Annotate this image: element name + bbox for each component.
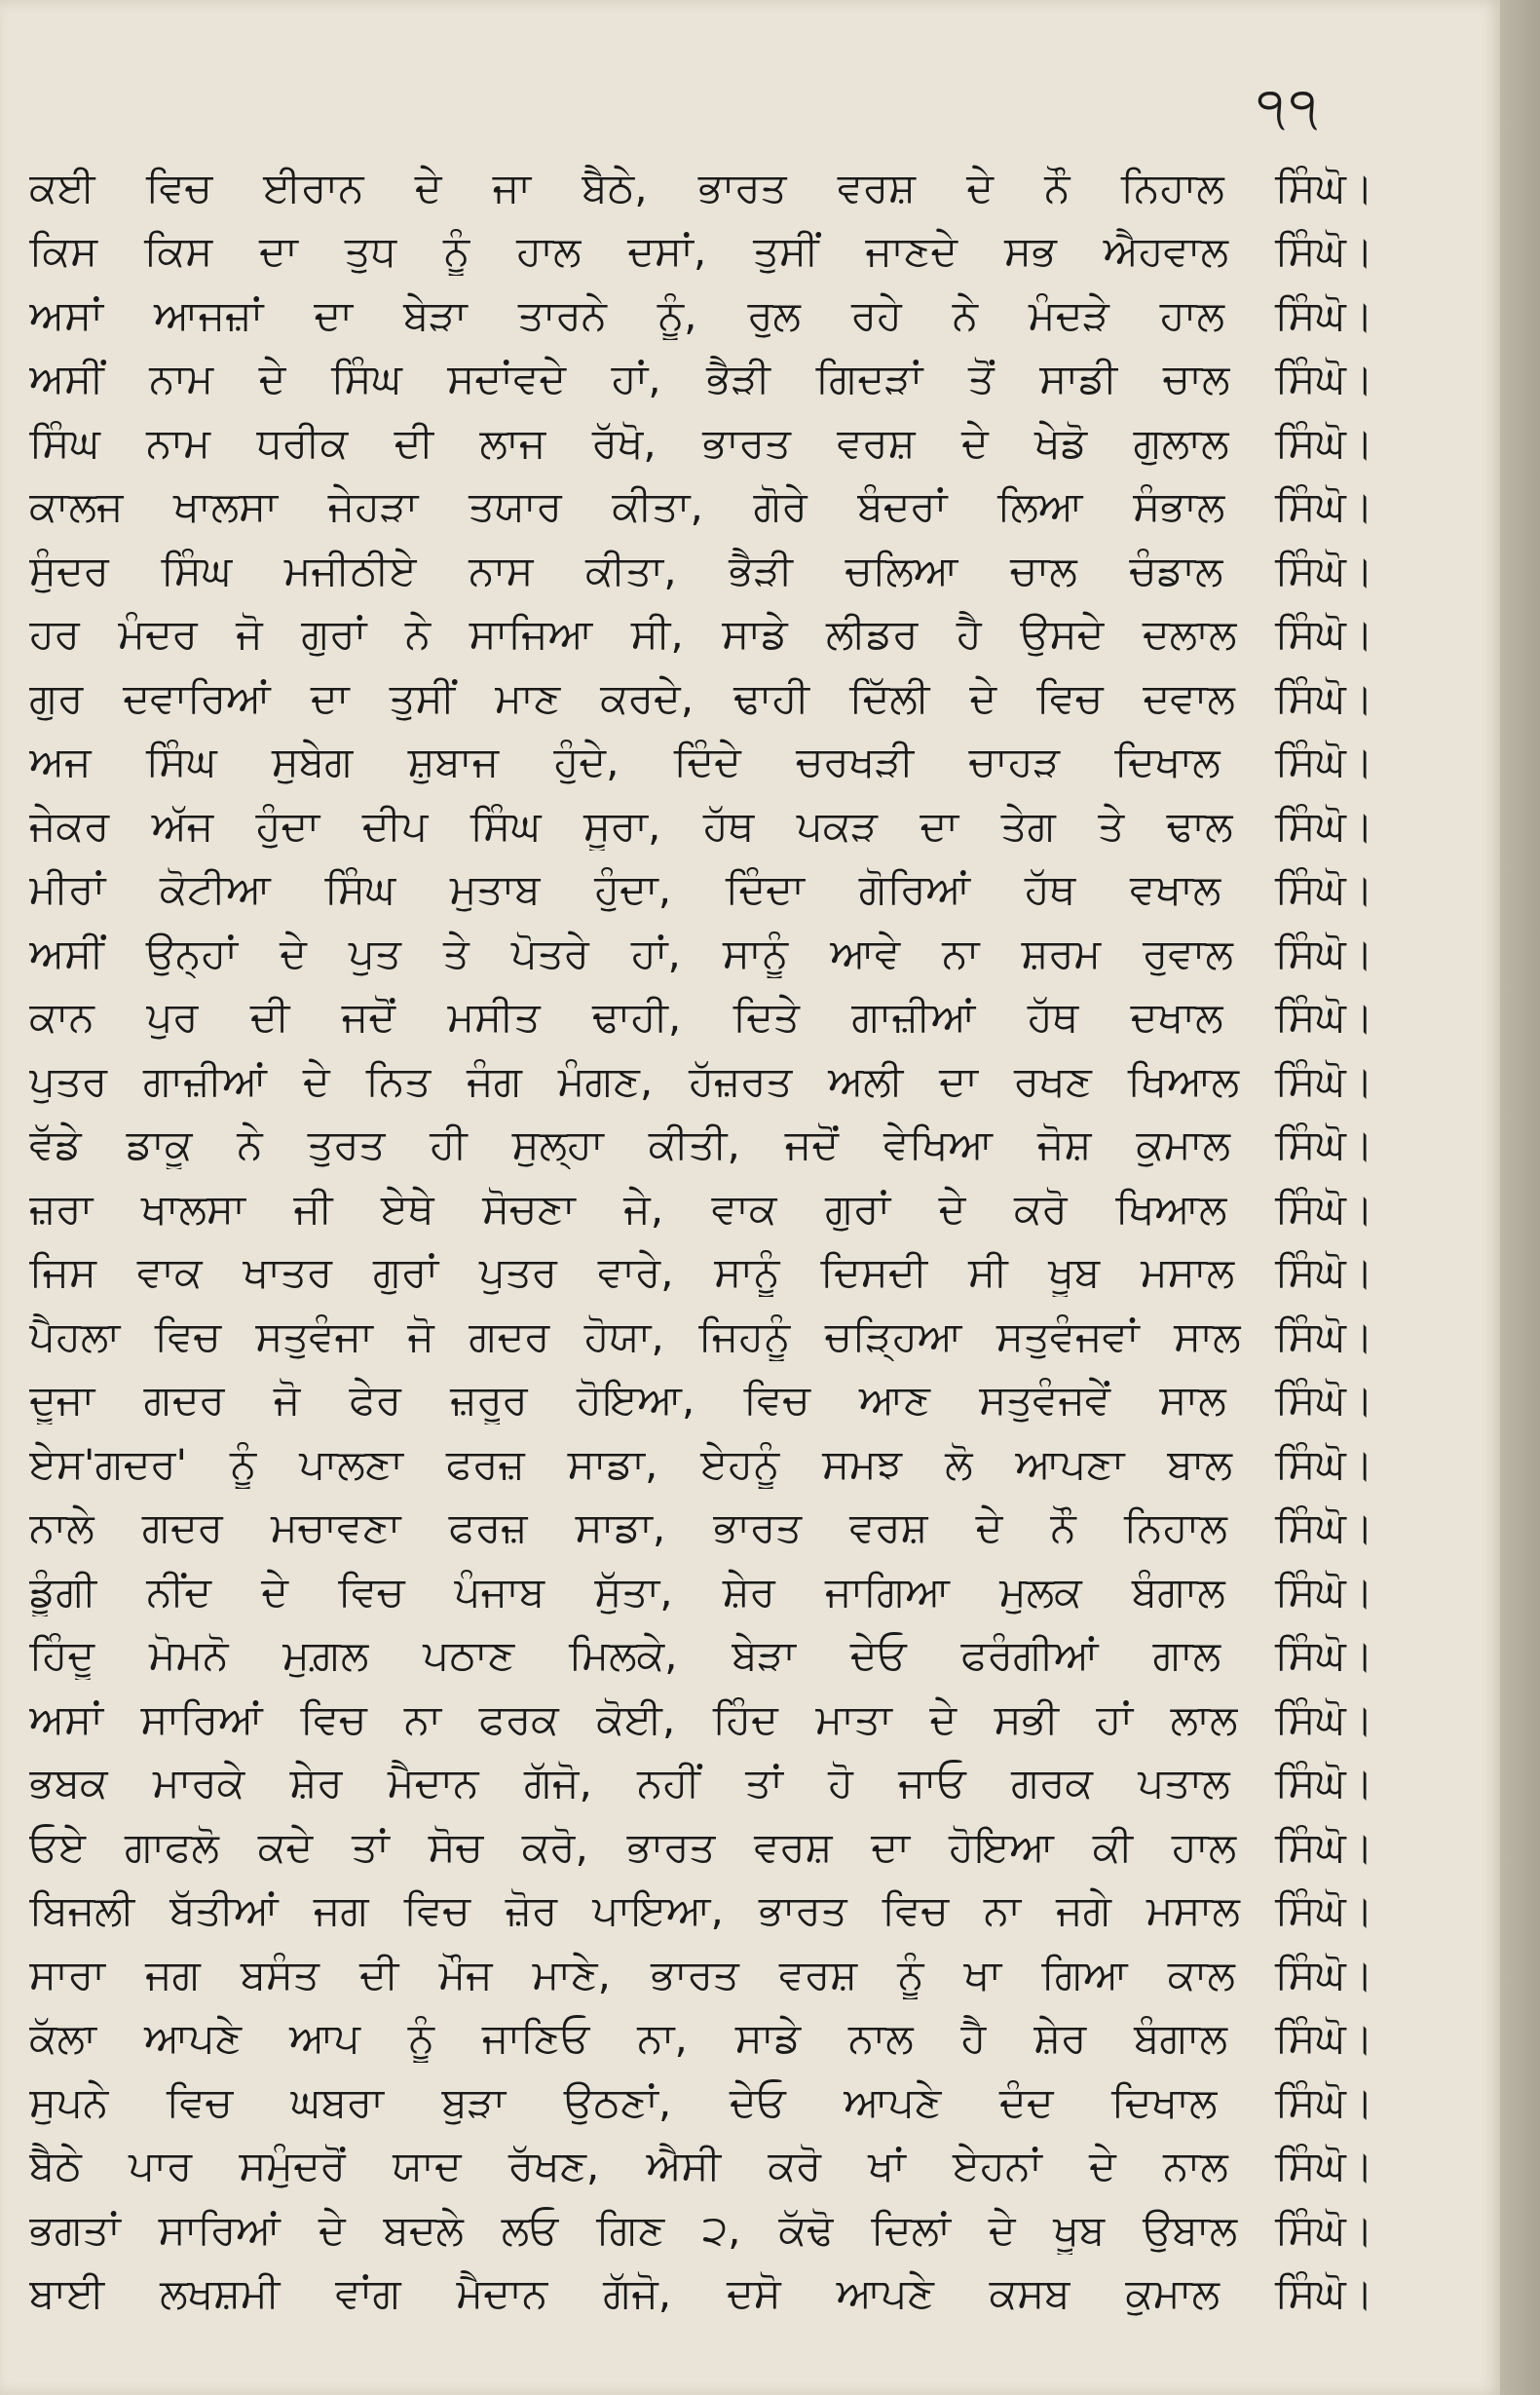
verse-line (29, 1432, 1373, 1497)
verse-line (29, 1880, 1373, 1944)
verse-line (29, 1177, 1373, 1241)
verse-text: ਜਿਸ ਵਾਕ ਖਾਤਰ ਗੁਰਾਂ ਪੁਤਰ ਵਾਰੇ, ਸਾਨੂੰ ਦਿਸਦੀ ਸੀ ਖੂਬ ਮਸਾਲ ਸਿੰਘੋ। (29, 1248, 1373, 1297)
verse-text: ਭਬਕ ਮਾਰਕੇ ਸ਼ੇਰ ਮੈਦਾਨ ਗੱਜੋ, ਨਹੀਂ ਤਾਂ ਹੋ ਜਾਓ ਗਰਕ ਪਤਾਲ ਸਿੰਘੋ। (29, 1759, 1373, 1807)
verse-line (29, 411, 1373, 475)
verse-text: ਹਿੰਦੂ ਮੋਮਨੋ ਮੁਗ਼ਲ ਪਠਾਣ ਮਿਲਕੇ, ਬੇੜਾ ਦੇਓ ਫਰੰਗੀਆਂ ਗਾਲ ਸਿੰਘੋ। (29, 1631, 1373, 1680)
verse-line (29, 348, 1373, 412)
verse-line (29, 2262, 1373, 2327)
verse-text: ਗੁਰ ਦਵਾਰਿਆਂ ਦਾ ਤੁਸੀਂ ਮਾਣ ਕਰਦੇ, ਢਾਹੀ ਦਿੱਲੀ ਦੇ ਵਿਚ ਦਵਾਲ ਸਿੰਘੋ। (29, 673, 1373, 722)
verse-line (29, 2135, 1373, 2199)
verse-line (29, 1497, 1373, 1561)
verse-line (29, 731, 1373, 795)
verse-text: ਬਿਜਲੀ ਬੱਤੀਆਂ ਜਗ ਵਿਚ ਜ਼ੋਰ ਪਾਇਆ, ਭਾਰਤ ਵਿਚ ਨਾ ਜਗੇ ਮਸਾਲ ਸਿੰਘੋ। (29, 1886, 1373, 1935)
verse-text: ਓਏ ਗਾਫਲੋ ਕਦੇ ਤਾਂ ਸੋਚ ਕਰੋ, ਭਾਰਤ ਵਰਸ਼ ਦਾ ਹੋਇਆ ਕੀ ਹਾਲ ਸਿੰਘੋ। (29, 1822, 1373, 1871)
verse-line (29, 1305, 1373, 1369)
verse-text: ਦੂਜਾ ਗਦਰ ਜੋ ਫੇਰ ਜ਼ਰੂਰ ਹੋਇਆ, ਵਿਚ ਆਣ ਸਤੁਵੰਜਵੇਂ ਸਾਲ ਸਿੰਘੋ। (29, 1376, 1373, 1425)
verse-line (29, 666, 1373, 731)
verse-line (29, 2198, 1373, 2262)
verse-line (29, 603, 1373, 667)
verse-line (29, 1815, 1373, 1880)
verse-line (29, 1752, 1373, 1816)
verse-line (29, 1114, 1373, 1178)
verse-line (29, 2007, 1373, 2072)
verse-text: ਜੇਕਰ ਅੱਜ ਹੁੰਦਾ ਦੀਪ ਸਿੰਘ ਸੂਰਾ, ਹੱਥ ਪਕੜ ਦਾ ਤੇਗ ਤੇ ਢਾਲ ਸਿੰਘੋ। (29, 801, 1373, 850)
verse-line (29, 794, 1373, 858)
verse-text: ਕੱਲਾ ਆਪਣੇ ਆਪ ਨੂੰ ਜਾਣਿਓ ਨਾ, ਸਾਡੇ ਨਾਲ ਹੈ ਸ਼ੇਰ ਬੰਗਾਲ ਸਿੰਘੋ। (29, 2014, 1373, 2063)
verse-line (29, 986, 1373, 1050)
verse-line (29, 922, 1373, 986)
verse-line (29, 1049, 1373, 1114)
verse-text: ਕਾਲਜ ਖਾਲਸਾ ਜੇਹੜਾ ਤਯਾਰ ਕੀਤਾ, ਗੋਰੇ ਬੰਦਰਾਂ ਲਿਆ ਸੰਭਾਲ ਸਿੰਘੋ। (29, 482, 1373, 531)
verse-text: ਅਸੀਂ ਨਾਮ ਦੇ ਸਿੰਘ ਸਦਾਂਵਦੇ ਹਾਂ, ਭੈੜੀ ਗਿਦੜਾਂ ਤੋਂ ਸਾਡੀ ਚਾਲ ਸਿੰਘੋ। (29, 355, 1373, 403)
verse-line (29, 2071, 1373, 2135)
verse-text: ਬਾਈ ਲਖਸ਼ਮੀ ਵਾਂਗ ਮੈਦਾਨ ਗੱਜੋ, ਦਸੋ ਆਪਣੇ ਕਸਬ ਕੁਮਾਲ ਸਿੰਘੋ। (29, 2269, 1373, 2318)
verse-text: ਕਿਸ ਕਿਸ ਦਾ ਤੁਧ ਨੂੰ ਹਾਲ ਦਸਾਂ, ਤੁਸੀਂ ਜਾਣਦੇ ਸਭ ਐਹਵਾਲ ਸਿੰਘੋ। (29, 227, 1373, 276)
verse-text: ਕਾਨ ਪੁਰ ਦੀ ਜਦੋਂ ਮਸੀਤ ਢਾਹੀ, ਦਿਤੇ ਗਾਜ਼ੀਆਂ ਹੱਥ ਦਖਾਲ ਸਿੰਘੋ। (29, 993, 1373, 1042)
verse-line (29, 1560, 1373, 1624)
page-edge (1500, 0, 1540, 2395)
verse-text: ਬੈਠੇ ਪਾਰ ਸਮੁੰਦਰੋਂ ਯਾਦ ਰੱਖਣ, ਐਸੀ ਕਰੋ ਖਾਂ ਏਹਨਾਂ ਦੇ ਨਾਲ ਸਿੰਘੋ। (29, 2142, 1373, 2190)
verse-text: ਏਸ'ਗਦਰ' ਨੂੰ ਪਾਲਣਾ ਫਰਜ਼ ਸਾਡਾ, ਏਹਨੂੰ ਸਮਝ ਲੋ ਆਪਣਾ ਬਾਲ ਸਿੰਘੋ। (29, 1439, 1373, 1488)
verse-line (29, 858, 1373, 923)
verse-text: ਜ਼ਰਾ ਖਾਲਸਾ ਜੀ ਏਥੇ ਸੋਚਣਾ ਜੇ, ਵਾਕ ਗੁਰਾਂ ਦੇ ਕਰੋ ਖਿਆਲ ਸਿੰਘੋ। (29, 1184, 1373, 1233)
verse-text: ਕਈ ਵਿਚ ਈਰਾਨ ਦੇ ਜਾ ਬੈਠੇ, ਭਾਰਤ ਵਰਸ਼ ਦੇ ਨੌ ਨਿਹਾਲ ਸਿੰਘੋ। (29, 163, 1373, 211)
page-number: ੧੧ (1257, 76, 1322, 137)
verse-line (29, 1688, 1373, 1752)
verse-text: ਡੂੰਗੀ ਨੀਂਦ ਦੇ ਵਿਚ ਪੰਜਾਬ ਸੁੱਤਾ, ਸ਼ੇਰ ਜਾਗਿਆ ਮੁਲਕ ਬੰਗਾਲ ਸਿੰਘੋ। (29, 1567, 1373, 1616)
verse-line (29, 156, 1373, 220)
verse-text: ਹਰ ਮੰਦਰ ਜੋ ਗੁਰਾਂ ਨੇ ਸਾਜਿਆ ਸੀ, ਸਾਡੇ ਲੀਡਰ ਹੈ ਉਸਦੇ ਦਲਾਲ ਸਿੰਘੋ। (29, 610, 1373, 659)
verse-text: ਨਾਲੇ ਗਦਰ ਮਚਾਵਣਾ ਫਰਜ਼ ਸਾਡਾ, ਭਾਰਤ ਵਰਸ਼ ਦੇ ਨੌ ਨਿਹਾਲ ਸਿੰਘੋ। (29, 1503, 1373, 1552)
verse-line (29, 284, 1373, 348)
verse-text: ਅਸੀਂ ਉਨ੍ਹਾਂ ਦੇ ਪੁਤ ਤੇ ਪੋਤਰੇ ਹਾਂ, ਸਾਨੂੰ ਆਵੇ ਨਾ ਸ਼ਰਮ ਰੁਵਾਲ ਸਿੰਘੋ। (29, 929, 1373, 977)
verse-text: ਅਸਾਂ ਆਜਜ਼ਾਂ ਦਾ ਬੇੜਾ ਤਾਰਨੇ ਨੂੰ, ਰੁਲ ਰਹੇ ਨੇ ਮੰਦੜੇ ਹਾਲ ਸਿੰਘੋ। (29, 290, 1373, 339)
verse-text: ਭਗਤਾਂ ਸਾਰਿਆਂ ਦੇ ਬਦਲੇ ਲਓ ਗਿਣ ੨, ਕੱਢੋ ਦਿਲਾਂ ਦੇ ਖੂਬ ਉਬਾਲ ਸਿੰਘੋ। (29, 2205, 1373, 2254)
verse-line (29, 1241, 1373, 1306)
verse-text: ਸੁਪਨੇ ਵਿਚ ਘਬਰਾ ਬੁੜਾ ਉਠਣਾਂ, ਦੇਓ ਆਪਣੇ ਦੰਦ ਦਿਖਾਲ ਸਿੰਘੋ। (29, 2077, 1373, 2126)
verse-text: ਪੁਤਰ ਗਾਜ਼ੀਆਂ ਦੇ ਨਿਤ ਜੰਗ ਮੰਗਣ, ਹੱਜ਼ਰਤ ਅਲੀ ਦਾ ਰਖਣ ਖਿਆਲ ਸਿੰਘੋ। (29, 1056, 1373, 1105)
verse-line (29, 1624, 1373, 1689)
verse-text: ਅਜ ਸਿੰਘ ਸੁਬੇਗ ਸ਼ੁਬਾਜ ਹੁੰਦੇ, ਦਿੰਦੇ ਚਰਖੜੀ ਚਾਹੜ ਦਿਖਾਲ ਸਿੰਘੋ। (29, 738, 1373, 786)
poem-verses (29, 156, 1373, 2326)
verse-line (29, 220, 1373, 285)
verse-text: ਸੁੰਦਰ ਸਿੰਘ ਮਜੀਠੀਏ ਨਾਸ ਕੀਤਾ, ਭੈੜੀ ਚਲਿਆ ਚਾਲ ਚੰਡਾਲ ਸਿੰਘੋ। (29, 546, 1373, 594)
verse-text: ਮੀਰਾਂ ਕੋਟੀਆ ਸਿੰਘ ਮੁਤਾਬ ਹੁੰਦਾ, ਦਿੰਦਾ ਗੋਰਿਆਂ ਹੱਥ ਵਖਾਲ ਸਿੰਘੋ। (29, 865, 1373, 914)
verse-text: ਸਾਰਾ ਜਗ ਬਸੰਤ ਦੀ ਮੌਜ ਮਾਣੇ, ਭਾਰਤ ਵਰਸ਼ ਨੂੰ ਖਾ ਗਿਆ ਕਾਲ ਸਿੰਘੋ। (29, 1950, 1373, 1998)
verse-text: ਵੱਡੇ ਡਾਕੂ ਨੇ ਤੁਰਤ ਹੀ ਸੁਲ੍ਹਾ ਕੀਤੀ, ਜਦੋਂ ਵੇਖਿਆ ਜੋਸ਼ ਕੁਮਾਲ ਸਿੰਘੋ। (29, 1121, 1373, 1169)
verse-text: ਸਿੰਘ ਨਾਮ ਧਰੀਕ ਦੀ ਲਾਜ ਰੱਖੋ, ਭਾਰਤ ਵਰਸ਼ ਦੇ ਖੇਡੋ ਗੁਲਾਲ ਸਿੰਘੋ। (29, 418, 1373, 467)
verse-line (29, 539, 1373, 603)
verse-line (29, 1369, 1373, 1433)
verse-line (29, 475, 1373, 540)
verse-text: ਪੈਹਲਾ ਵਿਚ ਸਤੁਵੰਜਾ ਜੋ ਗਦਰ ਹੋਯਾ, ਜਿਹਨੂੰ ਚੜ੍ਹਿਆ ਸਤੁਵੰਜਵਾਂ ਸਾਲ ਸਿੰਘੋ। (29, 1312, 1373, 1360)
verse-text: ਅਸਾਂ ਸਾਰਿਆਂ ਵਿਚ ਨਾ ਫਰਕ ਕੋਈ, ਹਿੰਦ ਮਾਤਾ ਦੇ ਸਭੀ ਹਾਂ ਲਾਲ ਸਿੰਘੋ। (29, 1694, 1373, 1743)
verse-line (29, 1943, 1373, 2007)
